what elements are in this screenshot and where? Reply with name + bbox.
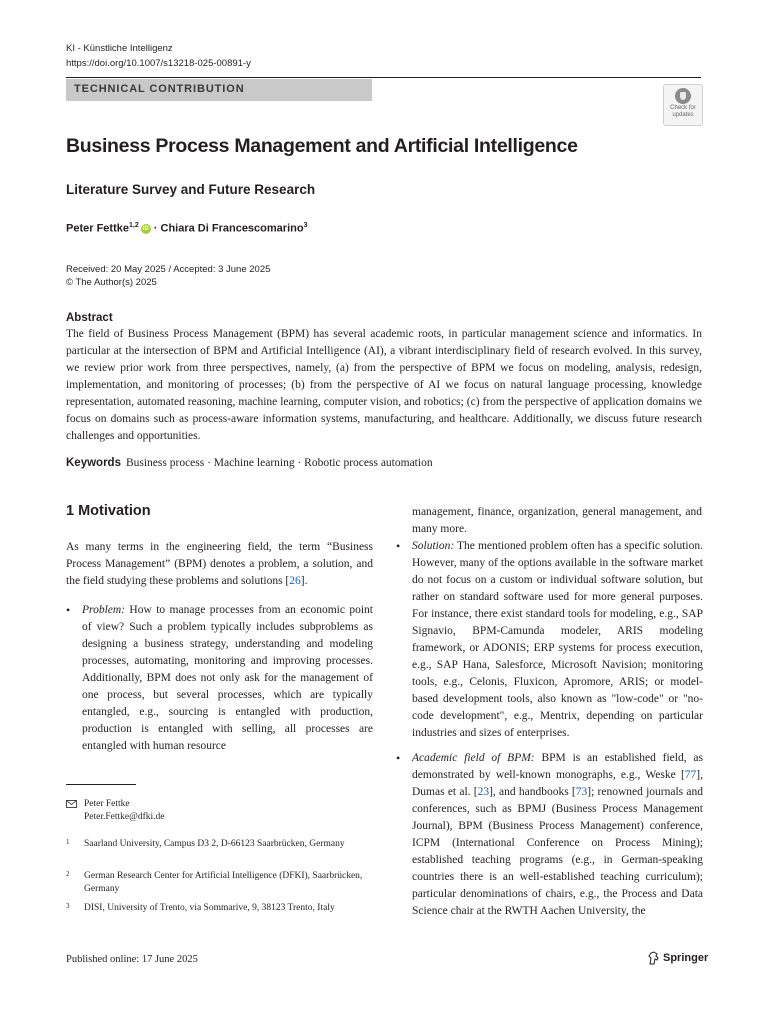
bullet-text: ], Dumas et al. [ xyxy=(412,769,703,798)
footnote-rule xyxy=(66,784,136,785)
bullet-icon: • xyxy=(396,751,401,765)
bookmark-icon xyxy=(675,88,691,104)
author-name[interactable]: Chiara Di Francescomarino xyxy=(160,222,304,235)
orcid-icon[interactable]: iD xyxy=(142,225,149,232)
header-rule xyxy=(66,77,701,78)
affiliation-1: Saarland University, Campus D3 2, D-66123 Saarbrücken, Germany xyxy=(84,839,345,849)
affiliation-3: DISI, University of Trento, via Sommarive, 9, 38123 Trento, Italy xyxy=(84,903,335,913)
academic-bullet xyxy=(412,750,703,920)
abstract-heading: Abstract xyxy=(66,312,113,324)
bullet-text: ]; renowned journals and conferences, such as BPMJ (Business Process Management Journal), BPM (Business Process Management) conference, ICPM (International Conference on Process Mining); established teaching programs (e.g., in German-speaking countries there is an well-established teaching curriculum); particular denominations of chairs, e.g., the Process and Data Science chair at the RWTH Aachen University, the xyxy=(412,786,703,917)
keywords xyxy=(66,457,433,469)
badge-label: Check for updates xyxy=(670,105,696,118)
published-online: Published online: 17 June 2025 xyxy=(66,954,198,965)
intro-text-end: ]. xyxy=(300,575,308,587)
journal-header xyxy=(66,41,251,71)
bullet-text: ], and handbooks [ xyxy=(489,786,576,798)
citation-link[interactable]: 23 xyxy=(477,786,490,798)
received-accepted: Received: 20 May 2025 / Accepted: 3 June 2025 xyxy=(66,264,271,275)
article-type: TECHNICAL CONTRIBUTION xyxy=(74,83,245,95)
problem-bullet xyxy=(82,602,373,755)
footnote-number: 2 xyxy=(66,870,70,878)
bullet-label: Academic field of BPM: xyxy=(412,752,535,764)
springer-horse-icon xyxy=(648,951,660,965)
section-heading: 1 Motivation xyxy=(66,503,151,519)
bullet-text: How to manage processes from an economic point of view? Such a problem typically includes subproblems as designing a business strategy, understanding and modeling processes, automating, monitoring and improving processes. Additionally, BPM does not only ask for the management of one process, but several processes, which are typically entangled, e.g., sourcing is entangled with production, production is entangled with selling, all processes are entangled with human resource xyxy=(82,604,373,752)
publisher-name: Springer xyxy=(663,951,709,964)
intro-text: As many terms in the engineering field, the term “Business Process Management” (BPM) denotes a problem, a solution, and the field studying these problems and solutions [ xyxy=(66,541,373,587)
citation-link[interactable]: 73 xyxy=(575,786,588,798)
citation-link[interactable]: 26 xyxy=(289,575,301,587)
author-separator: · xyxy=(153,222,158,235)
publisher-logo xyxy=(648,951,708,965)
affiliation-marker: 1,2 xyxy=(128,222,139,229)
affiliation-2: German Research Center for Artificial Intelligence (DFKI), Saarbrücken, Germany xyxy=(84,871,363,894)
problem-bullet-continued: management, finance, organization, general management, and many more. xyxy=(412,506,702,535)
bullet-label: Problem: xyxy=(82,604,126,616)
footnote-number: 3 xyxy=(66,902,70,910)
affiliation-marker: 3 xyxy=(303,222,308,229)
paper-title: Business Process Management and Artificial Intelligence xyxy=(66,135,578,157)
copyright: © The Author(s) 2025 xyxy=(66,277,157,288)
journal-name: KI - Künstliche Intelligenz xyxy=(66,43,173,54)
author-name[interactable]: Peter Fettke xyxy=(66,222,129,235)
bullet-label: Solution: xyxy=(412,540,455,552)
intro-paragraph xyxy=(66,539,373,590)
author-list xyxy=(66,222,307,235)
corresponding-author xyxy=(84,798,165,824)
bullet-text: BPM is an established field, as demonstrated by well-known monographs, e.g., Weske [ xyxy=(412,752,703,781)
footnote-number: 1 xyxy=(66,838,70,846)
bullet-icon: • xyxy=(396,539,401,553)
citation-link[interactable]: 77 xyxy=(684,769,697,781)
article-dates xyxy=(66,263,270,289)
solution-bullet xyxy=(412,538,703,742)
article-type-band xyxy=(66,79,372,101)
corresponding-name: Peter Fettke xyxy=(84,799,130,809)
corresponding-email[interactable]: Peter.Fettke@dfki.de xyxy=(84,812,165,822)
check-for-updates-badge[interactable] xyxy=(663,84,703,126)
abstract-text: The field of Business Process Management (BPM) has several academic roots, in particular management science and informatics. In particular at the intersection of BPM and Artificial Intelligence (AI), a vibrant interdisciplinary field of research evolved. In this survey, we review prior work from three perspectives, namely, (a) from the perspective of BPM we focus on modeling, analysis, redesign, implementation, and monitoring of processes; (b) from the perspective of AI we focus on natural language processing, knowledge representation, automated reasoning, machine learning, computer vision, and robotics; (c) from the perspective of application domains we focus on domains such as process-aware information systems, manufacturing, and healthcare. Additionally, we discuss future research challenges and opportunities. xyxy=(66,328,702,442)
paper-subtitle: Literature Survey and Future Research xyxy=(66,182,316,197)
envelope-icon xyxy=(66,800,77,813)
doi-link[interactable]: https://doi.org/10.1007/s13218-025-00891-y xyxy=(66,58,251,69)
keywords-label: Keywords xyxy=(66,457,121,469)
keywords-text: Business process · Machine learning · Robotic process automation xyxy=(125,457,433,469)
bullet-text: The mentioned problem often has a specific solution. However, many of the options available in the software market do not focus on a custom or individual software solution, but rather on standard software used for more general purposes. For instance, there exist standard tools for modeling, e.g., SAP Signavio, BPM-Camunda modeler, ARIS modeling framework, or ADONIS; ERP systems for process execution, e.g., SAP Hana, Salesforce, Microsoft Navision; monitoring tools, e.g., Celonis, Fluxicon, Apromore, ARIS; or model-based development tools, also known as "low-code" or "no-code development", e.g., Mentrix, depending on particular industries and sizes of enterprises. xyxy=(412,540,703,739)
bullet-icon: • xyxy=(66,603,71,617)
